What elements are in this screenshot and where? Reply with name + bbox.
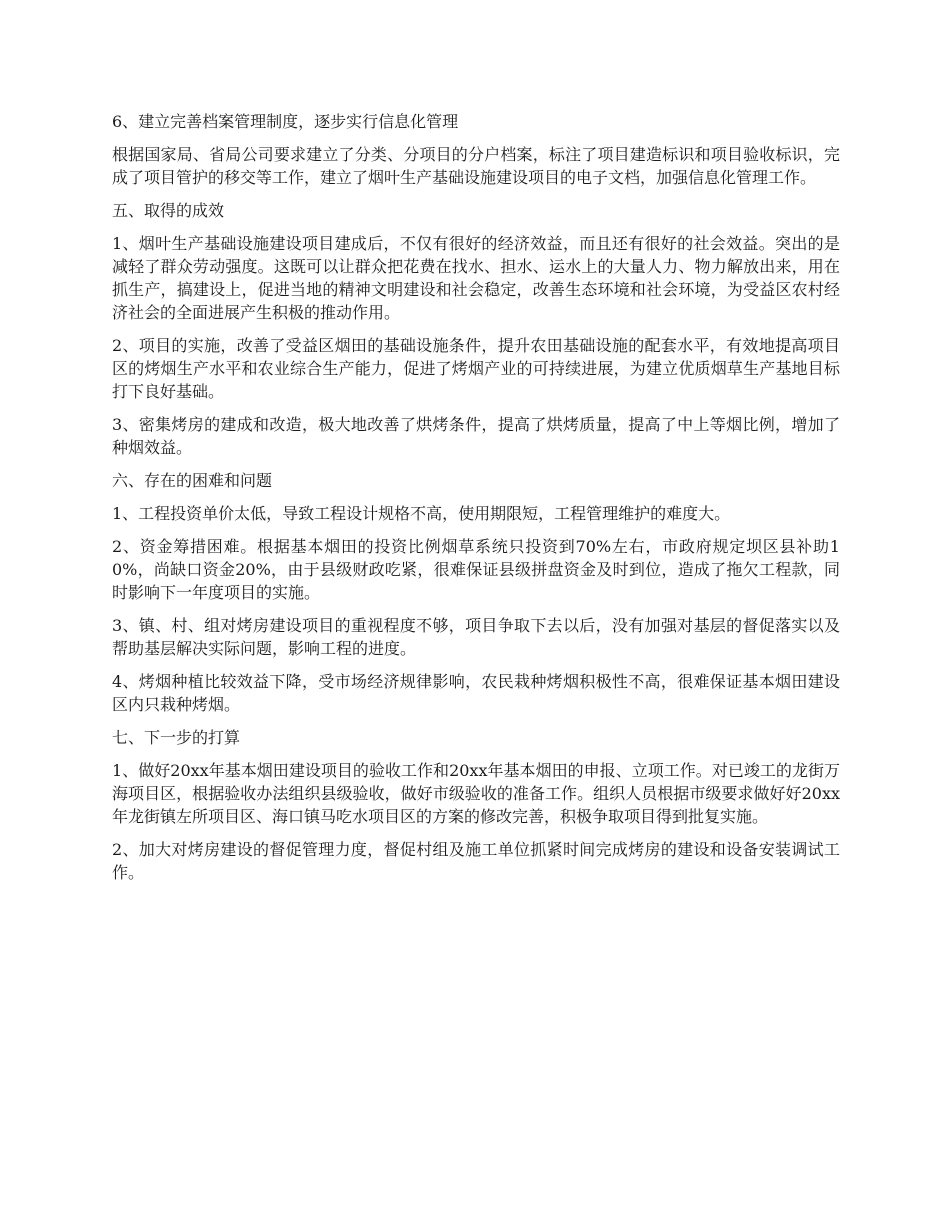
paragraph-achievement-1: 1、烟叶生产基础设施建设项目建成后，不仅有很好的经济效益，而且还有很好的社会效益。突出的是减轻了群众劳动强度。这既可以让群众把花费在找水、担水、运水上的大量人力、物力解放出来，用在抓生产，搞建设上，促进当地的精神文明建设和社会稳定，改善生态环境和社会环境，为受益区农村经济社会的全面进展产生积极的推动作用。 bbox=[112, 234, 840, 322]
paragraph-problem-3: 3、镇、村、组对烤房建设项目的重视程度不够，项目争取下去以后，没有加强对基层的督促落实以及帮助基层解决实际问题，影响工程的进度。 bbox=[112, 616, 840, 658]
paragraph-problem-4: 4、烤烟种植比较效益下降，受市场经济规律影响，农民栽种烤烟积极性不高，很难保证基本烟田建设区内只栽种烤烟。 bbox=[112, 672, 840, 714]
section-heading-next-steps: 七、下一步的打算 bbox=[112, 728, 241, 747]
paragraph-next-step-1: 1、做好20xx年基本烟田建设项目的验收工作和20xx年基本烟田的申报、立项工作。对已竣工的龙街万海项目区，根据验收办法组织县级验收，做好市级验收的准备工作。组织人员根据市级要求做好好20xx年龙街镇左所项目区、海口镇马吃水项目区的方案的修改完善，积极争取项目得到批复实施。 bbox=[112, 761, 840, 826]
paragraph-next-step-2: 2、加大对烤房建设的督促管理力度，督促村组及施工单位抓紧时间完成烤房的建设和设备安装调试工作。 bbox=[112, 840, 840, 882]
paragraph-problem-1: 1、工程投资单价太低，导致工程设计规格不高，使用期限短，工程管理维护的难度大。 bbox=[112, 504, 731, 523]
paragraph-achievement-3: 3、密集烤房的建成和改造，极大地改善了烘烤条件，提高了烘烤质量，提高了中上等烟比例，增加了种烟效益。 bbox=[112, 415, 840, 457]
section-heading-archive-management: 6、建立完善档案管理制度，逐步实行信息化管理 bbox=[112, 112, 459, 131]
paragraph-archive-details: 根据国家局、省局公司要求建立了分类、分项目的分户档案，标注了项目建造标识和项目验收标识，完成了项目管护的移交等工作，建立了烟叶生产基础设施建设项目的电子文档，加强信息化管理工作。 bbox=[112, 145, 840, 187]
section-heading-problems: 六、存在的困难和问题 bbox=[112, 471, 273, 490]
paragraph-problem-2: 2、资金筹措困难。根据基本烟田的投资比例烟草系统只投资到70%左右，市政府规定坝区县补助10%，尚缺口资金20%，由于县级财政吃紧，很难保证县级拼盘资金及时到位，造成了拖欠工程款，同时影响下一年度项目的实施。 bbox=[112, 537, 840, 602]
document-body bbox=[112, 110, 840, 894]
paragraph-achievement-2: 2、项目的实施，改善了受益区烟田的基础设施条件，提升农田基础设施的配套水平，有效地提高项目区的烤烟生产水平和农业综合生产能力，促进了烤烟产业的可持续进展，为建立优质烟草生产基地目标打下良好基础。 bbox=[112, 336, 840, 401]
section-heading-achievements: 五、取得的成效 bbox=[112, 201, 225, 220]
